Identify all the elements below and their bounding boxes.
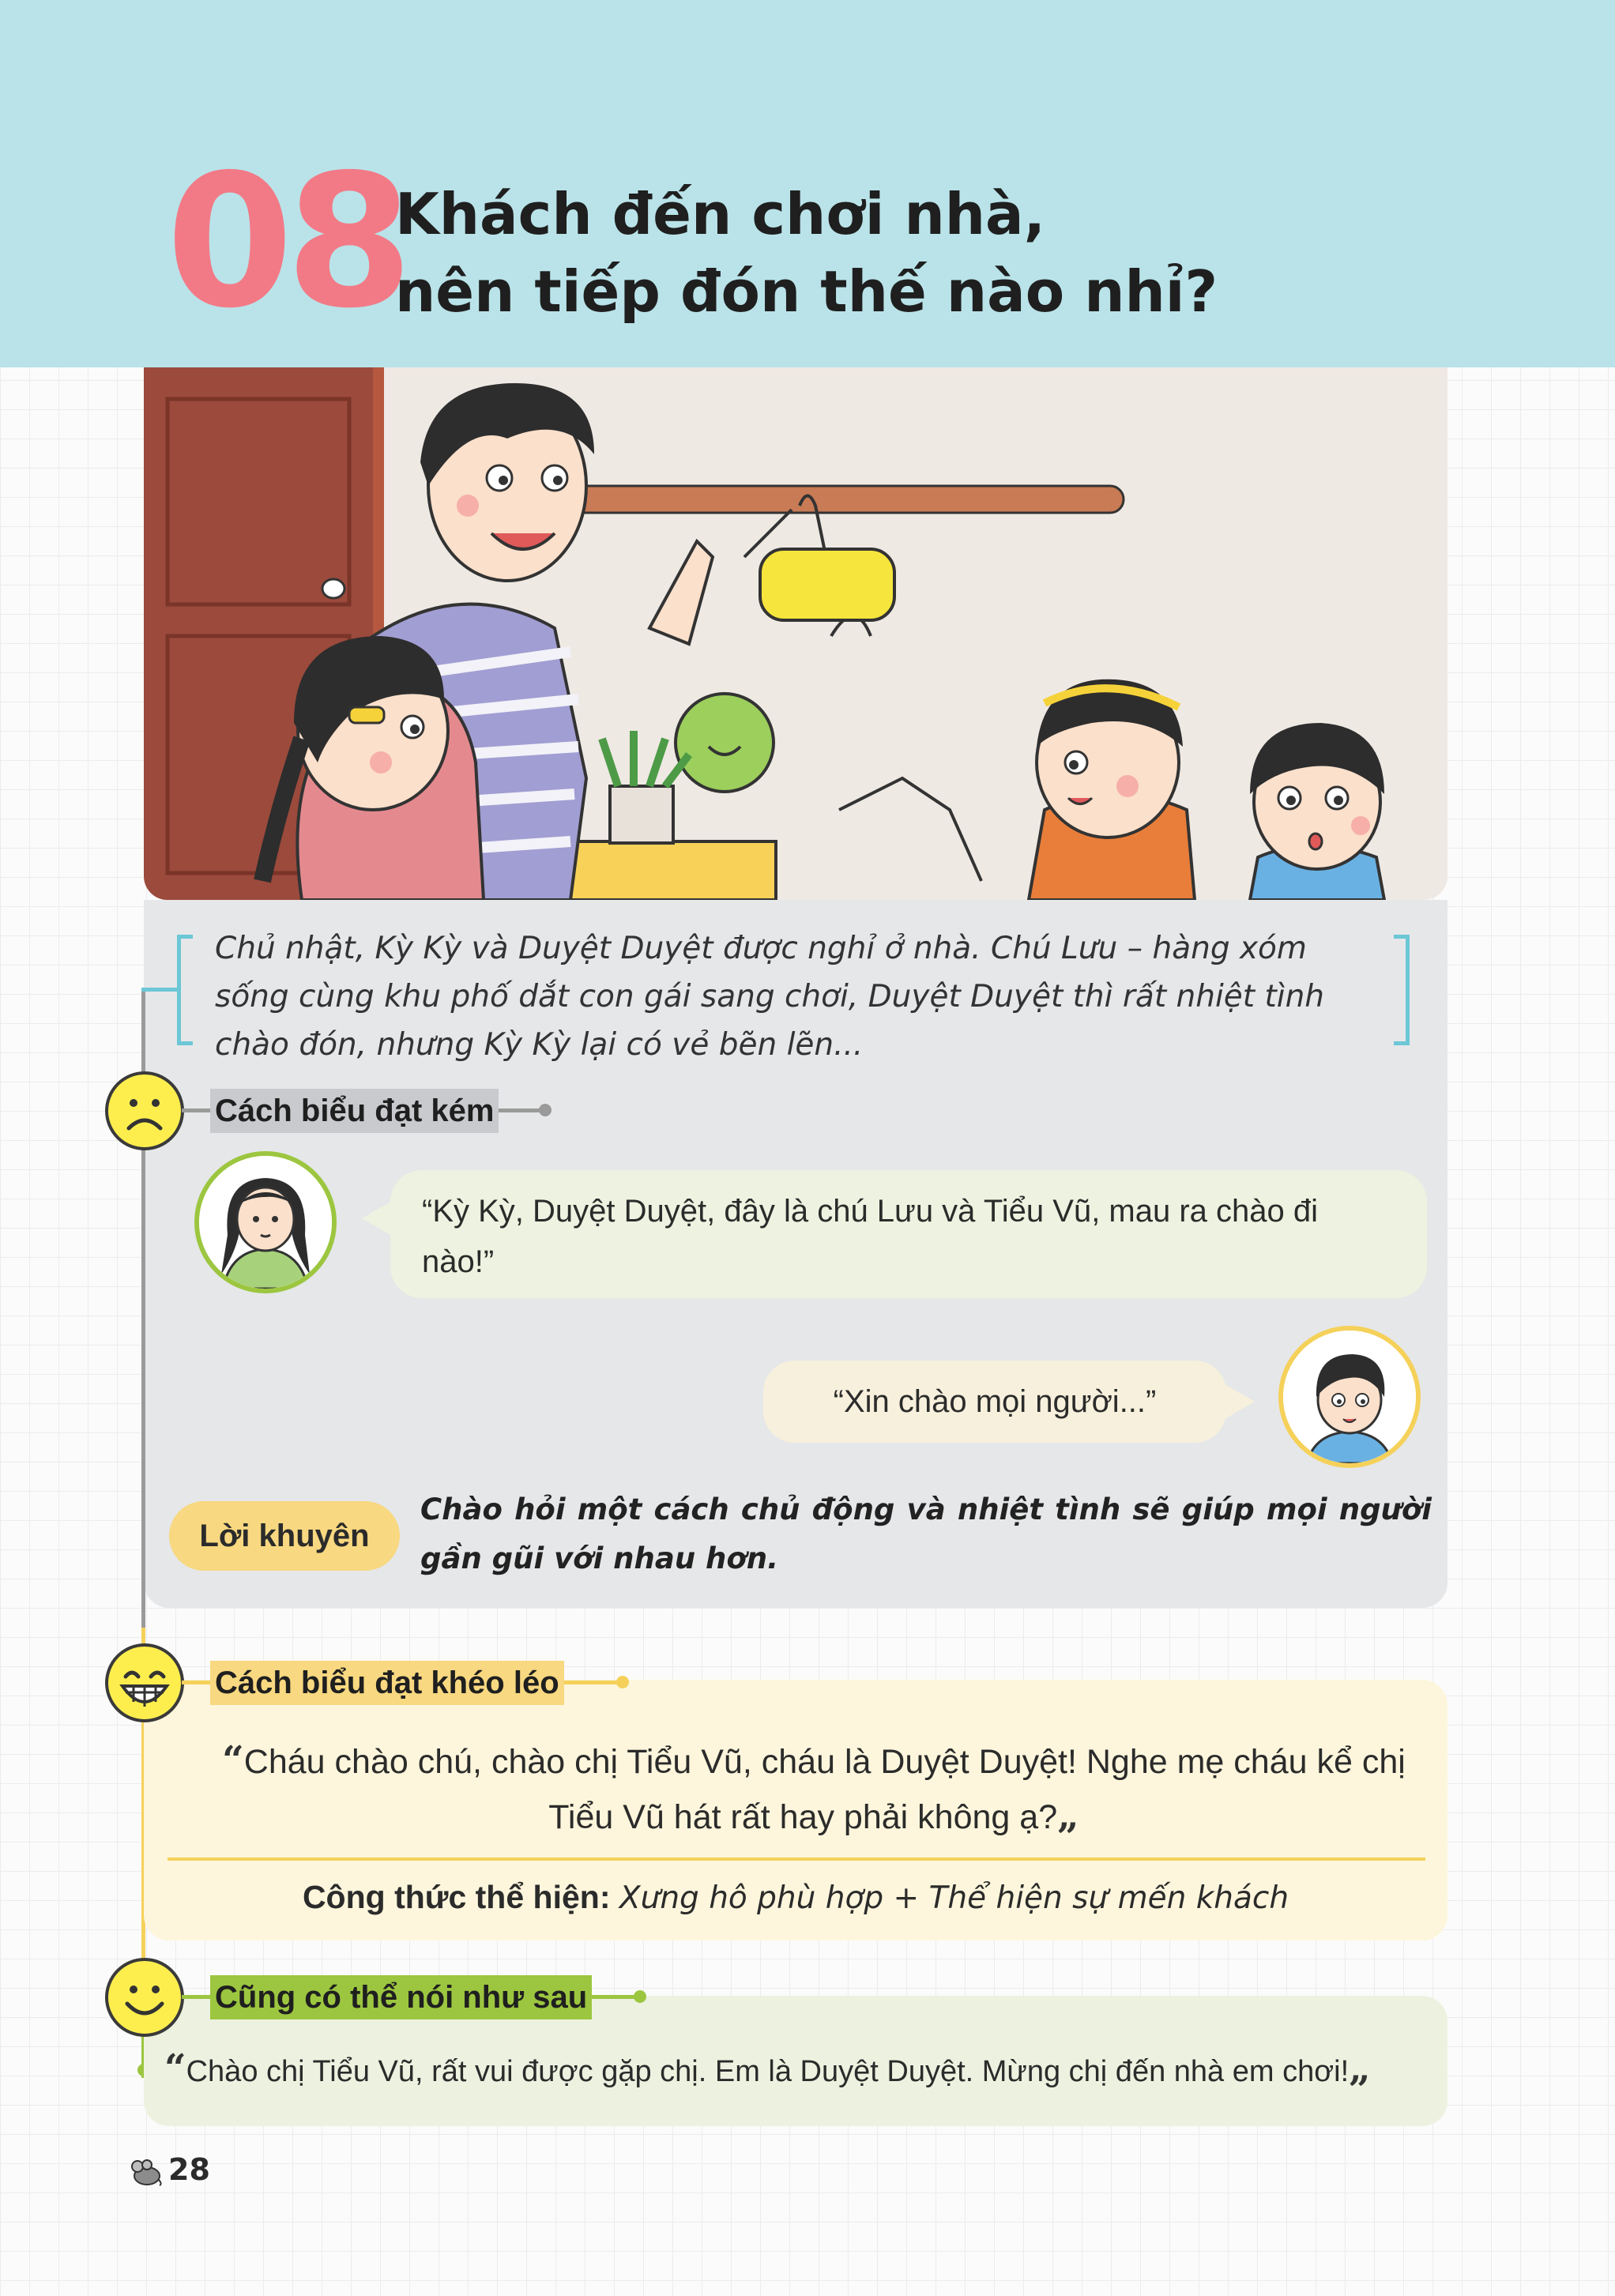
formula-divider	[168, 1858, 1425, 1861]
open-quote-mark: “	[222, 1738, 244, 1782]
mom-speech-bubble	[390, 1170, 1427, 1298]
boy-bubble-tail	[1225, 1384, 1255, 1419]
good-expression-label: Cách biểu đạt khéo léo	[210, 1661, 564, 1705]
good-quote: Cháu chào chú, chào chị Tiểu Vũ, cháu là Duyệt Duyệt! Nghe mẹ cháu kể chị Tiểu Vũ hát rất hay phải không ạ?	[243, 1743, 1406, 1836]
timeline-intro-branch	[141, 988, 181, 992]
alt-close-quote-mark: „	[1349, 2046, 1371, 2091]
boy-avatar	[1278, 1326, 1421, 1468]
mom-bubble-tail	[362, 1201, 392, 1236]
alt-quote-text	[164, 2045, 1436, 2095]
alt-quote: Chào chị Tiểu Vũ, rất vui được gặp chị. Em là Duyệt Duyệt. Mừng chị đến nhà em chơi!	[186, 2055, 1350, 2088]
chapter-title-line1: Khách đến chơi nhà,	[395, 181, 1045, 247]
chapter-title-line2: nên tiếp đón thế nào nhỉ?	[395, 258, 1218, 325]
mom-quote: “Kỳ Kỳ, Duyệt Duyệt, đây là chú Lưu và Tiểu Vũ, mau ra chào đi nào!”	[422, 1194, 1319, 1279]
intro-paragraph: Chủ nhật, Kỳ Kỳ và Duyệt Duyệt được nghỉ ở nhà. Chú Lưu – hàng xóm sống cùng khu phố dắt con gái sang chơi, Duyệt Duyệt thì rất nhiệt tình chào đón, nhưng Kỳ Kỳ lại có vẻ bẽn lẽn...	[215, 931, 1325, 1063]
page-number: 28	[168, 2152, 210, 2187]
family-greeting-illustration	[144, 367, 1447, 900]
mouse-icon	[128, 2155, 163, 2191]
intro-bracket-right	[1394, 935, 1410, 1045]
tip-label: Lời khuyên	[169, 1501, 400, 1571]
bad-label-dot	[539, 1104, 552, 1116]
mom-avatar	[194, 1151, 337, 1293]
close-quote-mark: „	[1057, 1794, 1079, 1838]
grin-face-icon	[105, 1643, 184, 1722]
formula-label: Công thức thể hiện:	[302, 1879, 611, 1915]
formula-line	[144, 1873, 1447, 1923]
alt-label-dot	[634, 1990, 646, 2003]
alt-expression-label: Cũng có thể nói như sau	[210, 1975, 592, 2019]
tip-text: Chào hỏi một cách chủ động và nhiệt tình sẽ giúp mọi người gần gũi với nhau hơn.	[420, 1492, 1432, 1575]
intro-bracket-left	[177, 935, 193, 1045]
alt-open-quote-mark: “	[164, 2046, 186, 2091]
smile-face-icon	[105, 1958, 184, 2037]
boy-speech-bubble	[763, 1361, 1226, 1443]
chapter-title	[395, 175, 1218, 330]
bad-expression-label: Cách biểu đạt kém	[210, 1089, 499, 1133]
chapter-number: 08	[166, 135, 405, 348]
good-quote-text	[205, 1733, 1422, 1844]
boy-quote: “Xin chào mọi người...”	[833, 1384, 1157, 1419]
sad-face-icon	[105, 1071, 184, 1150]
formula-text: Xưng hô phù hợp + Thể hiện sự mến khách	[619, 1880, 1289, 1916]
good-label-dot	[616, 1676, 629, 1688]
